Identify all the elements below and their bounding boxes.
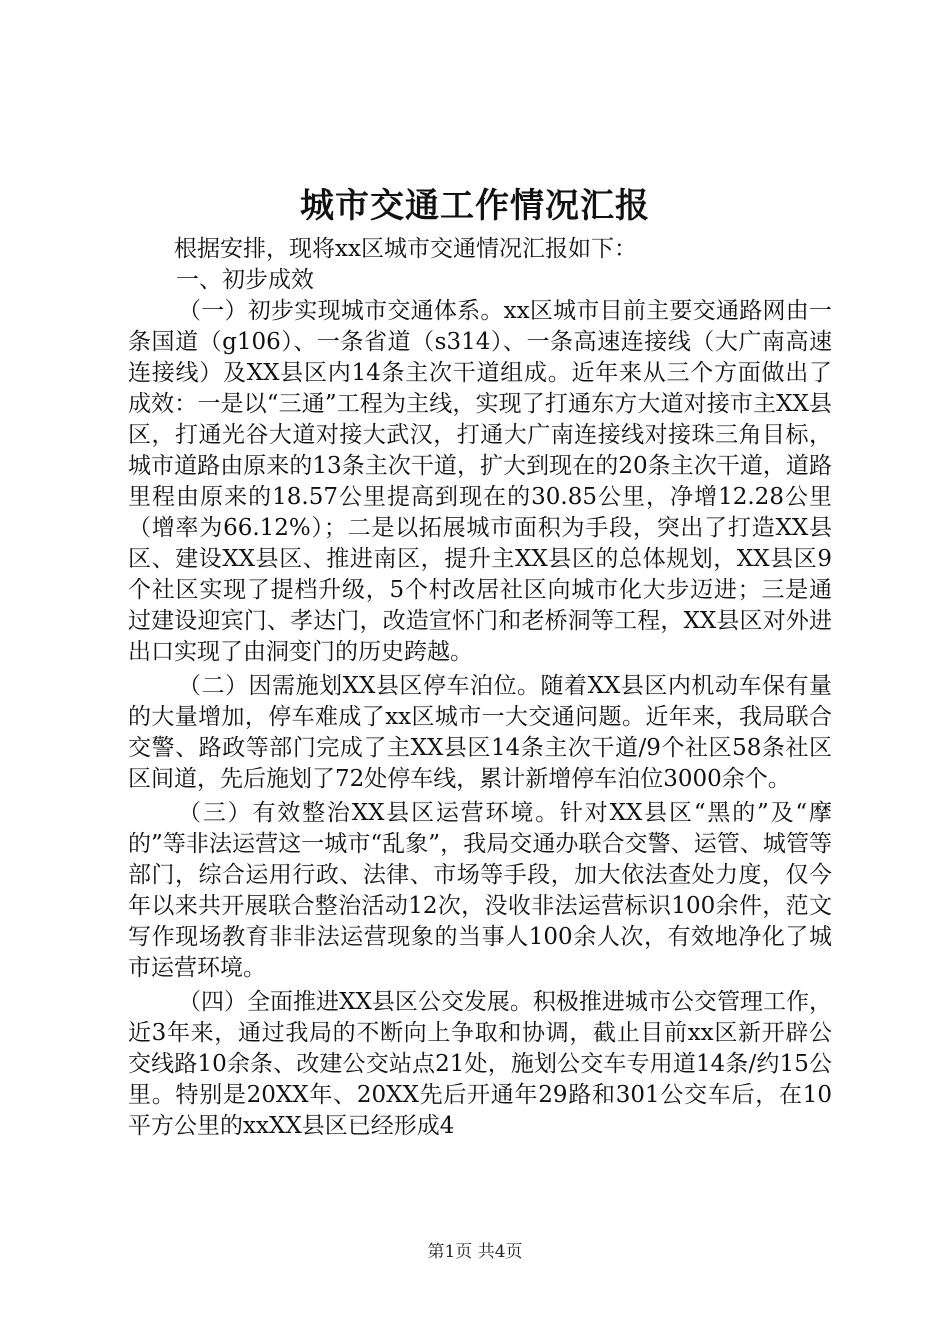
paragraph-item-1: （一）初步实现城市交通体系。xx区城市目前主要交通路网由一条国道（g106）、一条省道（s314）、一条高速连接线（大广南高速连接线）及XX县区内14条主次干道组成。近年来从三个方面做出了成效：一是以“三通”工程为主线，实现了打通东方大道对接市主XX县区，打通光谷大道对接大武汉，打通大广南连接线对接珠三角目标，城市道路由原来的13条主次干道，扩大到现在的20条主次干道，道路里程由原来的18.57公里提高到现在的30.85公里，净增12.28公里（增率为66.12%）；二是以拓展城市面积为手段，突出了打造XX县区、建设XX县区、推进南区，提升主XX县区的总体规划，XX县区9个社区实现了提档升级，5个村改居社区向城市化大步迈进；三是通过建设迎宾门、孝达门，改造宣怀门和老桥洞等工程，XX县区对外进出口实现了由洞变门的历史跨越。 <box>128 298 832 665</box>
document-body <box>128 234 832 1142</box>
document-title: 城市交通工作情况汇报 <box>300 186 650 226</box>
page-footer: 第1页 共4页 <box>427 1242 523 1262</box>
paragraph-item-3: （三）有效整治XX县区运营环境。针对XX县区“黑的”及“摩的”等非法运营这一城市“乱象”，我局交通办联合交警、运管、城管等部门，综合运用行政、法律、市场等手段，加大依法查处力度，仅今年以来共开展联合整治活动12次，没收非法运营标识100余件，范文写作现场教育非非法运营现象的当事人100余人次，有效地净化了城市运营环境。 <box>128 800 832 981</box>
intro-paragraph: 根据安排，现将xx区城市交通情况汇报如下： <box>174 236 637 262</box>
paragraph-item-4: （四）全面推进XX县区公交发展。积极推进城市公交管理工作，近3年来，通过我局的不断向上争取和协调，截止目前xx区新开辟公交线路10余条、改建公交站点21处，施划公交车专用道14条/约15公里。特别是20XX年、20XX先后开通年29路和301公交车后，在10平方公里的xxXX县区已经形成4 <box>128 989 832 1139</box>
section-heading: 一、初步成效 <box>176 267 314 293</box>
paragraph-item-2: （二）因需施划XX县区停车泊位。随着XX县区内机动车保有量的大量增加，停车难成了xx区城市一大交通问题。近年来，我局联合交警、路政等部门完成了主XX县区14条主次干道/9个社区58条社区区间道，先后施划了72处停车线，累计新增停车泊位3000余个。 <box>128 673 832 792</box>
